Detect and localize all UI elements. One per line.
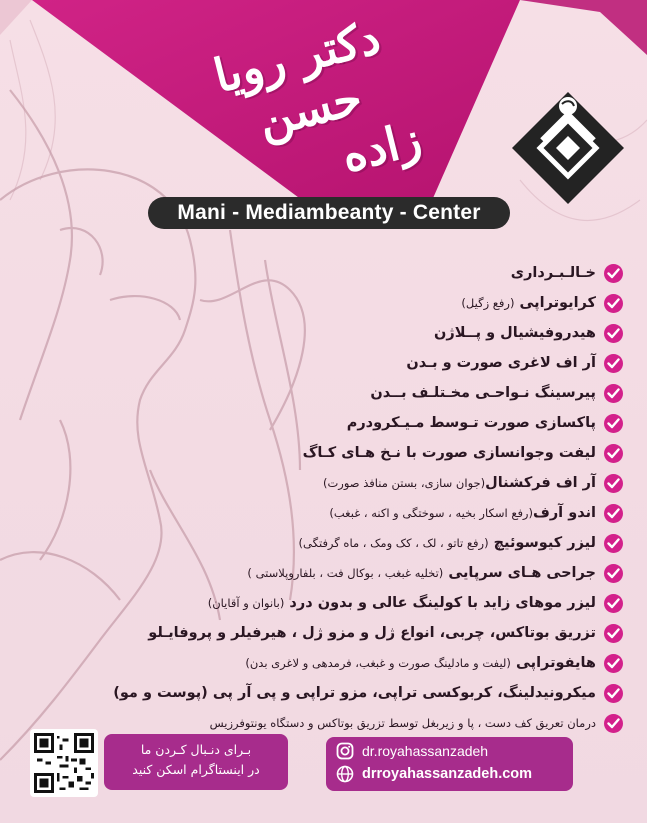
service-item <box>148 618 623 648</box>
service-main-text: لیفت وجوانسازی صورت با نـخ هـای کـاگ <box>302 445 596 461</box>
scan-text-line-2: در اینستاگرام اسکن کنید <box>132 762 260 777</box>
title-line-1: دکتر رویا حسن <box>208 9 386 148</box>
service-detail-text: درمان تعریق کف دست ، پا و زیربغل توسط تزریق بوتاکس و دستگاه یونتوفرزیس <box>209 716 596 730</box>
service-item <box>203 498 623 528</box>
service-item <box>203 438 623 468</box>
service-main-text: میکرونیدلینگ، کربوکسی تراپی، مزو تراپی و پی آر پی (پوست و مو) <box>113 685 596 701</box>
qr-code-icon <box>34 733 94 793</box>
instagram-icon <box>336 742 354 760</box>
service-label <box>299 535 596 551</box>
service-item <box>203 468 623 498</box>
service-label <box>247 565 596 581</box>
website-contact[interactable] <box>336 765 532 783</box>
service-item <box>203 258 623 288</box>
service-main-text: آر اف فرکشنال <box>485 475 596 491</box>
services-list <box>113 258 623 738</box>
check-icon <box>604 444 623 463</box>
check-icon <box>604 684 623 703</box>
service-label <box>461 295 596 311</box>
check-icon <box>604 564 623 583</box>
service-item <box>203 558 623 588</box>
service-main-text: تزریق بوتاکس، چربی، انواع ژل و مزو ژل ، هیرفیلر و پروفایـلو <box>148 625 596 641</box>
check-icon <box>604 264 623 283</box>
check-icon <box>604 294 623 313</box>
service-label <box>511 265 596 281</box>
service-label <box>210 715 596 731</box>
service-detail-text: (تخلیه غبغب ، بوکال فت ، بلفاروپلاستی ) <box>247 566 444 580</box>
check-icon <box>604 324 623 343</box>
service-label <box>323 475 596 491</box>
check-icon <box>604 654 623 673</box>
service-main-text: پیرسینگ نـواحـی مخـتلـف بــدن <box>370 385 596 401</box>
service-label <box>148 625 596 641</box>
check-icon <box>604 534 623 553</box>
check-icon <box>604 624 623 643</box>
check-icon <box>604 354 623 373</box>
service-item <box>203 588 623 618</box>
service-main-text: لیزر موهای زاید با کولینگ عالی و بدون درد <box>284 595 596 611</box>
service-item <box>203 348 623 378</box>
service-label <box>245 655 596 671</box>
service-item <box>203 318 623 348</box>
service-item <box>113 678 623 708</box>
globe-icon <box>336 765 354 783</box>
service-detail-text: (رفع اسکار بخیه ، سوختگی و اکنه ، غبغب) <box>329 506 533 520</box>
title-line-2: زاده <box>336 111 427 183</box>
instagram-scan-note <box>104 734 288 790</box>
instagram-contact[interactable] <box>336 742 488 760</box>
service-main-text: هیدروفیشیال و پــلاژن <box>433 325 596 341</box>
service-main-text: پاکسازی صورت تـوسط مـیـکرودرم <box>346 415 596 431</box>
service-main-text: جراحی هـای سرپایی <box>443 565 596 581</box>
check-icon <box>604 474 623 493</box>
service-detail-text: (جوان سازی، بستن منافذ صورت) <box>322 476 486 490</box>
service-main-text: خـالـبـرداری <box>510 265 596 281</box>
service-label <box>329 505 596 521</box>
service-label <box>347 415 596 431</box>
qr-code[interactable] <box>30 729 98 797</box>
service-label <box>113 685 596 701</box>
service-label <box>434 325 596 341</box>
scan-text-line-1: بـرای دنـبال کـردن ما <box>140 742 252 757</box>
center-name: Mani - Mediambeanty - Center <box>148 197 510 229</box>
check-icon <box>604 594 623 613</box>
check-icon <box>604 414 623 433</box>
service-item <box>203 408 623 438</box>
check-icon <box>604 714 623 733</box>
service-main-text: اندو آرف <box>532 505 596 521</box>
service-main-text: هایفوتراپی <box>510 655 596 671</box>
service-main-text: کرایوتراپی <box>514 295 596 311</box>
service-label <box>370 385 596 401</box>
service-main-text: آر اف لاغری صورت و بـدن <box>406 355 596 371</box>
check-icon <box>604 504 623 523</box>
check-icon <box>604 384 623 403</box>
service-item <box>203 648 623 678</box>
service-label <box>406 355 596 371</box>
contact-info <box>326 737 573 791</box>
service-detail-text: (بانوان و آقایان) <box>207 596 285 610</box>
service-main-text: لیزر کیوسوئیچ <box>488 535 596 551</box>
service-item <box>203 378 623 408</box>
service-item <box>203 288 623 318</box>
service-label <box>303 445 596 461</box>
service-detail-text: (رفع زگیل) <box>461 296 515 310</box>
service-detail-text: (لیفت و مادلینگ صورت و غبغب، فرمدهی و لاغری بدن) <box>245 656 511 670</box>
service-label <box>208 595 596 611</box>
instagram-handle: dr.royahassanzadeh <box>362 743 489 759</box>
clinic-logo <box>512 92 624 204</box>
website-url: drroyahassanzadeh.com <box>362 766 533 782</box>
service-detail-text: (رفع تاتو ، لک ، کک ومک ، ماه گرفتگی) <box>298 536 489 550</box>
service-item <box>203 528 623 558</box>
